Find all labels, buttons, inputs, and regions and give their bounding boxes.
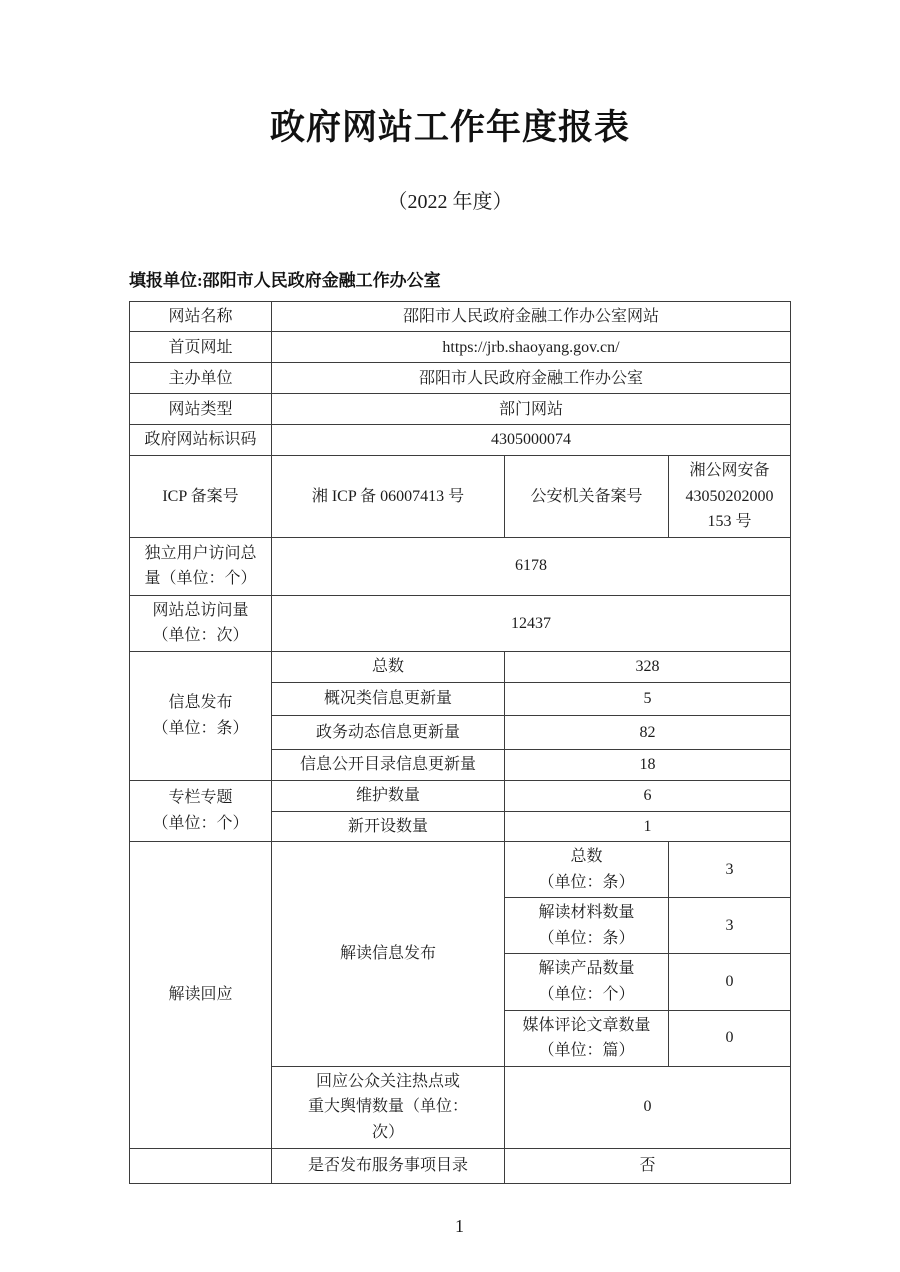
table-row bbox=[130, 425, 791, 456]
homepage-url-label: 首页网址 bbox=[130, 332, 272, 363]
table-row bbox=[130, 651, 791, 682]
unique-visitors-label: 独立用户访问总 量（单位：个） bbox=[130, 537, 272, 595]
info-publish-label: 信息发布 （单位：条） bbox=[130, 651, 272, 780]
table-row bbox=[130, 1148, 791, 1183]
interpretation-total-value: 3 bbox=[669, 842, 791, 898]
new-count-label: 新开设数量 bbox=[272, 811, 505, 842]
total-visits-label: 网站总访问量 （单位：次） bbox=[130, 595, 272, 651]
media-comments-label: 媒体评论文章数量 （单位：篇） bbox=[505, 1010, 669, 1066]
homepage-url-value: https://jrb.shaoyang.gov.cn/ bbox=[272, 332, 791, 363]
page-number: 1 bbox=[455, 1215, 464, 1236]
police-record-value: 湘公网安备 43050202000 153 号 bbox=[669, 455, 791, 537]
sponsor-label: 主办单位 bbox=[130, 363, 272, 394]
icp-value: 湘 ICP 备 06007413 号 bbox=[272, 455, 505, 537]
page-title: 政府网站工作年度报表 bbox=[269, 108, 630, 147]
maintained-count-label: 维护数量 bbox=[272, 780, 505, 811]
reporting-unit: 填报单位:邵阳市人民政府金融工作办公室 bbox=[129, 270, 441, 290]
site-name-value: 邵阳市人民政府金融工作办公室网站 bbox=[272, 301, 791, 332]
report-table bbox=[129, 301, 791, 1184]
special-topics-label: 专栏专题 （单位：个） bbox=[130, 780, 272, 842]
info-publish-overview-label: 概况类信息更新量 bbox=[272, 682, 505, 715]
info-publish-overview-value: 5 bbox=[505, 682, 791, 715]
empty-cell bbox=[130, 1148, 272, 1183]
unique-visitors-value: 6178 bbox=[272, 537, 791, 595]
interpretation-products-value: 0 bbox=[669, 954, 791, 1010]
interpretation-label: 解读回应 bbox=[130, 842, 272, 1149]
interpretation-products-label: 解读产品数量 （单位：个） bbox=[505, 954, 669, 1010]
site-type-value: 部门网站 bbox=[272, 394, 791, 425]
table-row bbox=[130, 363, 791, 394]
info-publish-catalog-value: 18 bbox=[505, 749, 791, 780]
site-code-value: 4305000074 bbox=[272, 425, 791, 456]
info-publish-total-value: 328 bbox=[505, 651, 791, 682]
table-row bbox=[130, 537, 791, 595]
hotspot-response-label: 回应公众关注热点或 重大舆情数量（单位： 次） bbox=[272, 1066, 505, 1148]
table-row bbox=[130, 394, 791, 425]
info-publish-catalog-label: 信息公开目录信息更新量 bbox=[272, 749, 505, 780]
site-code-label: 政府网站标识码 bbox=[130, 425, 272, 456]
info-publish-dynamics-value: 82 bbox=[505, 715, 791, 749]
icp-row bbox=[130, 455, 791, 537]
hotspot-response-value: 0 bbox=[505, 1066, 791, 1148]
interpretation-publish-label: 解读信息发布 bbox=[272, 842, 505, 1067]
site-name-label: 网站名称 bbox=[130, 301, 272, 332]
service-directory-value: 否 bbox=[505, 1148, 791, 1183]
table-row bbox=[130, 780, 791, 811]
info-publish-total-label: 总数 bbox=[272, 651, 505, 682]
info-publish-dynamics-label: 政务动态信息更新量 bbox=[272, 715, 505, 749]
table-row bbox=[130, 842, 791, 898]
site-type-label: 网站类型 bbox=[130, 394, 272, 425]
interpretation-materials-label: 解读材料数量 （单位：条） bbox=[505, 898, 669, 954]
sponsor-value: 邵阳市人民政府金融工作办公室 bbox=[272, 363, 791, 394]
table-row bbox=[130, 332, 791, 363]
icp-label: ICP 备案号 bbox=[130, 455, 272, 537]
interpretation-total-label: 总数 （单位：条） bbox=[505, 842, 669, 898]
new-count-value: 1 bbox=[505, 811, 791, 842]
service-directory-label: 是否发布服务事项目录 bbox=[272, 1148, 505, 1183]
table-row bbox=[130, 595, 791, 651]
total-visits-value: 12437 bbox=[272, 595, 791, 651]
maintained-count-value: 6 bbox=[505, 780, 791, 811]
table-row bbox=[130, 301, 791, 332]
interpretation-materials-value: 3 bbox=[669, 898, 791, 954]
page-subtitle: （2022 年度） bbox=[387, 190, 513, 213]
media-comments-value: 0 bbox=[669, 1010, 791, 1066]
police-record-label: 公安机关备案号 bbox=[505, 455, 669, 537]
